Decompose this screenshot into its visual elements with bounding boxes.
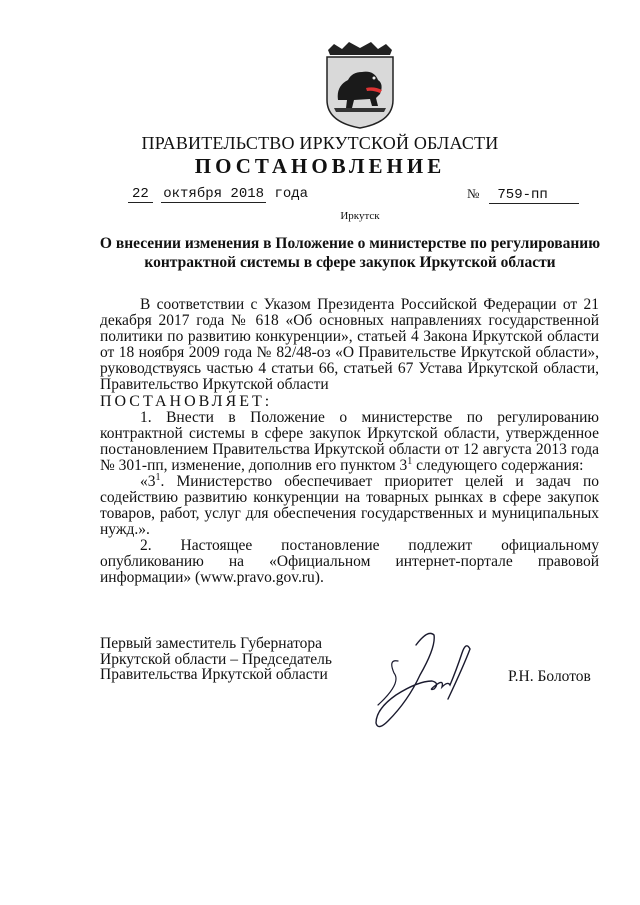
irkutsk-coat-of-arms-icon	[322, 42, 398, 130]
position-line: Иркутской области – Председатель	[100, 650, 332, 668]
government-title: ПРАВИТЕЛЬСТВО ИРКУТСКОЙ ОБЛАСТИ	[141, 133, 499, 153]
quote-text: . Министерство обеспечивает приоритет целей и задач по содействию развитию конкуренции на товарных рынках в сфере закупок товаров, работ, услуг для обеспечения государственных и муниципальных нужд.».	[100, 473, 599, 538]
handwritten-signature	[348, 625, 498, 735]
item-1-superscript: 1	[407, 455, 413, 467]
resolves-label: ПОСТАНОВЛЯЕТ:	[100, 393, 273, 410]
heading-line: контрактной системы в сфере закупок Иркутской области	[144, 254, 556, 271]
number-line	[467, 186, 579, 204]
number-sign: №	[467, 186, 480, 201]
document-number: 759-пп	[489, 187, 579, 204]
position-line: Первый заместитель Губернатора	[100, 635, 323, 652]
city: Иркутск	[340, 210, 380, 222]
position-line: Правительства Иркутской области	[100, 666, 328, 683]
item-1-text: 1. Внести в Положение о министерстве по регулированию контрактной системы в сфере закупок Иркутской области, утвержденное постановлением Правительства Иркутской области от 12 августа 2013 года № 301-пп, изменение, дополнив его пунктом 3	[100, 409, 599, 474]
date-day: 22	[128, 186, 153, 203]
date-suffix: года	[274, 186, 309, 202]
signatory-position	[100, 636, 332, 683]
quote-open: «3	[140, 473, 156, 490]
quote-superscript: 1	[155, 471, 161, 483]
signer-name: Р.Н. Болотов	[508, 668, 591, 685]
date-month-year: октября 2018	[163, 186, 265, 202]
item-2-paragraph: 2. Настоящее постановление подлежит официальному опубликованию на «Официальном интернет-портале правовой информации» (www.pravo.gov.ru).	[100, 537, 599, 586]
preamble-paragraph: В соответствии с Указом Президента Российской Федерации от 21 декабря 2017 года № 618 «Об основных направлениях государственной политики по развитию конкуренции», статьей 4 Закона Иркутской области от 18 ноября 2009 года № 82/48-оз «О Правительстве Иркутской области», руководствуясь частью 4 статьи 66, статьей 67 Устава Иркутской области, Правительство Иркутской области	[100, 296, 599, 393]
document-body	[100, 297, 599, 586]
document-heading	[80, 234, 620, 272]
document-type: ПОСТАНОВЛЕНИЕ	[194, 154, 446, 178]
item-1-text-end: следующего содержания:	[412, 457, 584, 474]
item-1-paragraph	[100, 410, 599, 474]
quoted-amendment-paragraph	[100, 471, 599, 538]
date-line	[128, 186, 308, 202]
heading-line: О внесении изменения в Положение о министерстве по регулированию	[99, 235, 601, 252]
